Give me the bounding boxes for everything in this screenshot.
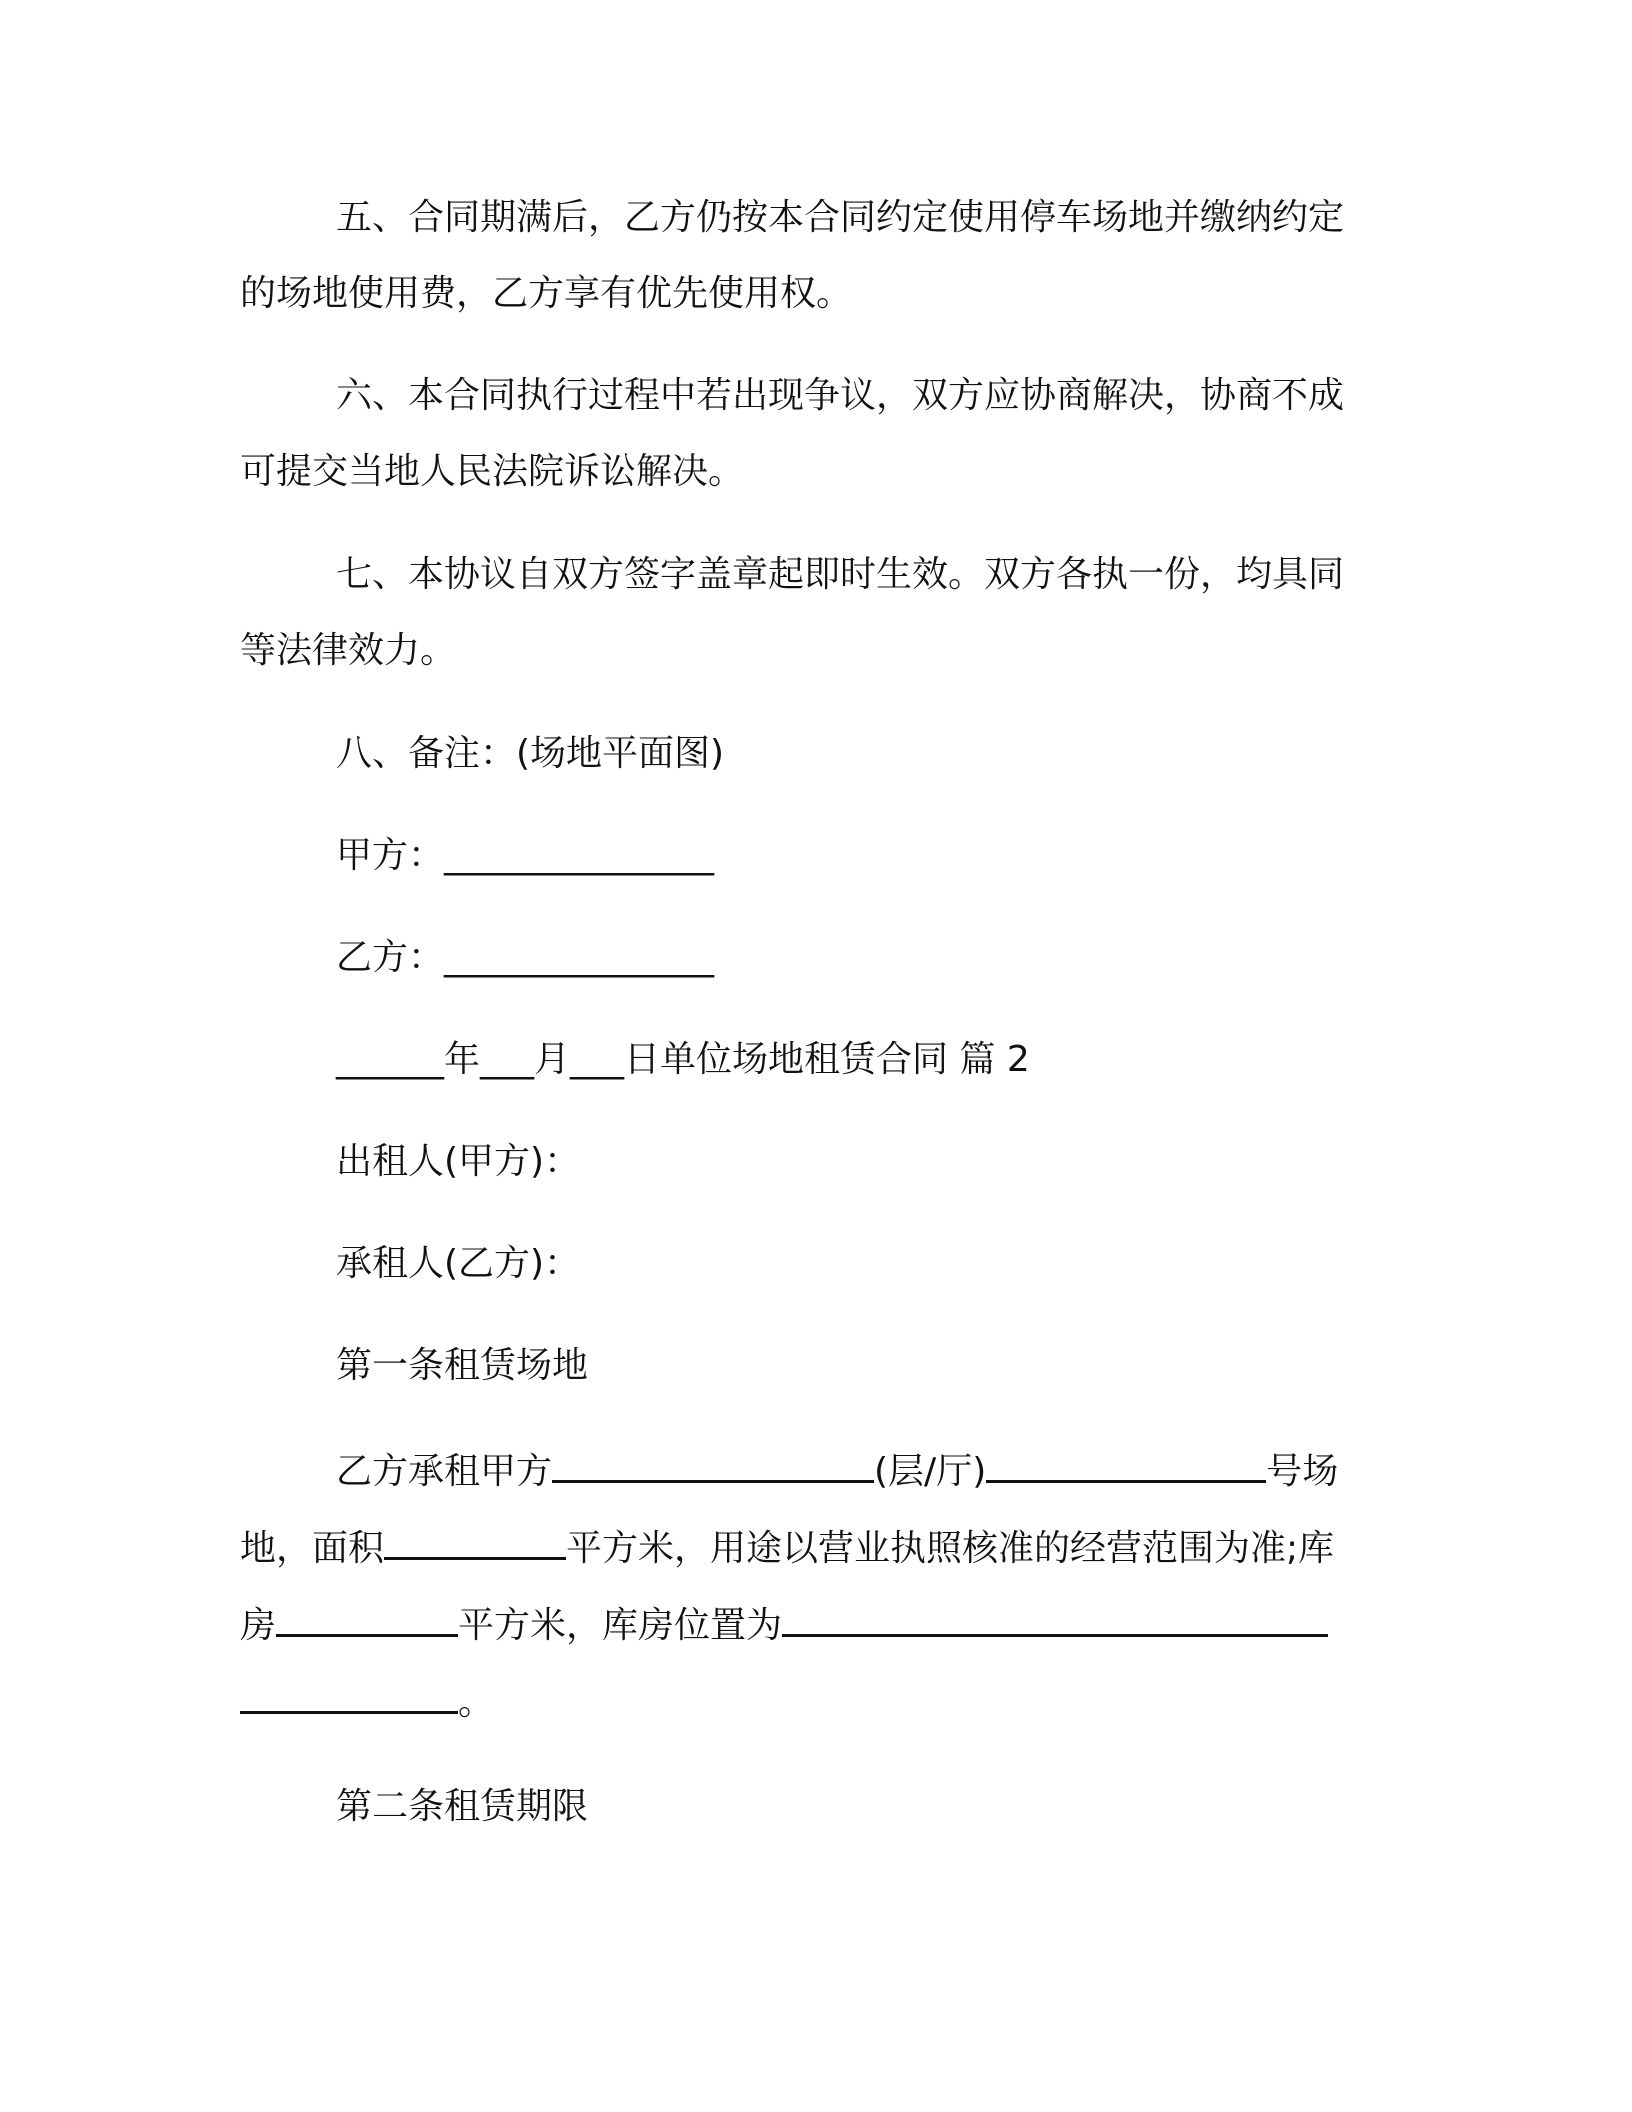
storage-location-blank — [782, 1600, 1328, 1637]
clause-7-line-2: 等法律效力。 — [240, 630, 457, 671]
lessor-label: 出租人(甲方)： — [336, 1141, 581, 1182]
article-1-text-c: 号场 — [1266, 1451, 1339, 1492]
article-1-line-3 — [240, 1600, 1380, 1648]
party-a-signature: 甲方：_______________ — [336, 835, 715, 876]
area-blank — [384, 1523, 566, 1560]
article-1-text-f: 房 — [240, 1605, 277, 1646]
clause-6-line-2: 可提交当地人民法院诉讼解决。 — [240, 451, 745, 492]
article-1-line-4 — [240, 1677, 1380, 1725]
article-1-text-a: 乙方承租甲方 — [336, 1451, 553, 1492]
article-1-text-h: 。 — [458, 1682, 495, 1723]
clause-6-line-1: 六、本合同执行过程中若出现争议，双方应协商解决，协商不成 — [336, 375, 1345, 416]
article-1-text-b: (层/厅) — [874, 1451, 987, 1492]
article-1-line-1 — [336, 1446, 1380, 1494]
date-and-contract-title: ______年___月___日单位场地租赁合同 篇 2 — [336, 1039, 1030, 1080]
article-2-title: 第二条租赁期限 — [336, 1786, 589, 1827]
article-1-title: 第一条租赁场地 — [336, 1345, 589, 1386]
article-1-text-g: 平方米，库房位置为 — [458, 1605, 783, 1646]
storage-area-blank — [276, 1600, 458, 1637]
storage-location-blank-continued — [240, 1677, 458, 1714]
article-1-text-e: 平方米，用途以营业执照核准的经营范围为准;库 — [566, 1528, 1335, 1569]
unit-number-blank — [986, 1446, 1266, 1483]
party-b-signature: 乙方：_______________ — [336, 937, 715, 978]
clause-5-line-2: 的场地使用费，乙方享有优先使用权。 — [240, 273, 853, 314]
clause-8-remarks: 八、备注：(场地平面图) — [336, 733, 725, 774]
clause-7-line-1: 七、本协议自双方签字盖章起即时生效。双方各执一份，均具同 — [336, 554, 1345, 595]
clause-5-line-1: 五、合同期满后，乙方仍按本合同约定使用停车场地并缴纳约定 — [336, 197, 1345, 238]
floor-blank — [552, 1446, 874, 1483]
article-1-line-2 — [240, 1523, 1380, 1571]
lessee-label: 承租人(乙方)： — [336, 1243, 581, 1284]
article-1-text-d: 地，面积 — [240, 1528, 385, 1569]
